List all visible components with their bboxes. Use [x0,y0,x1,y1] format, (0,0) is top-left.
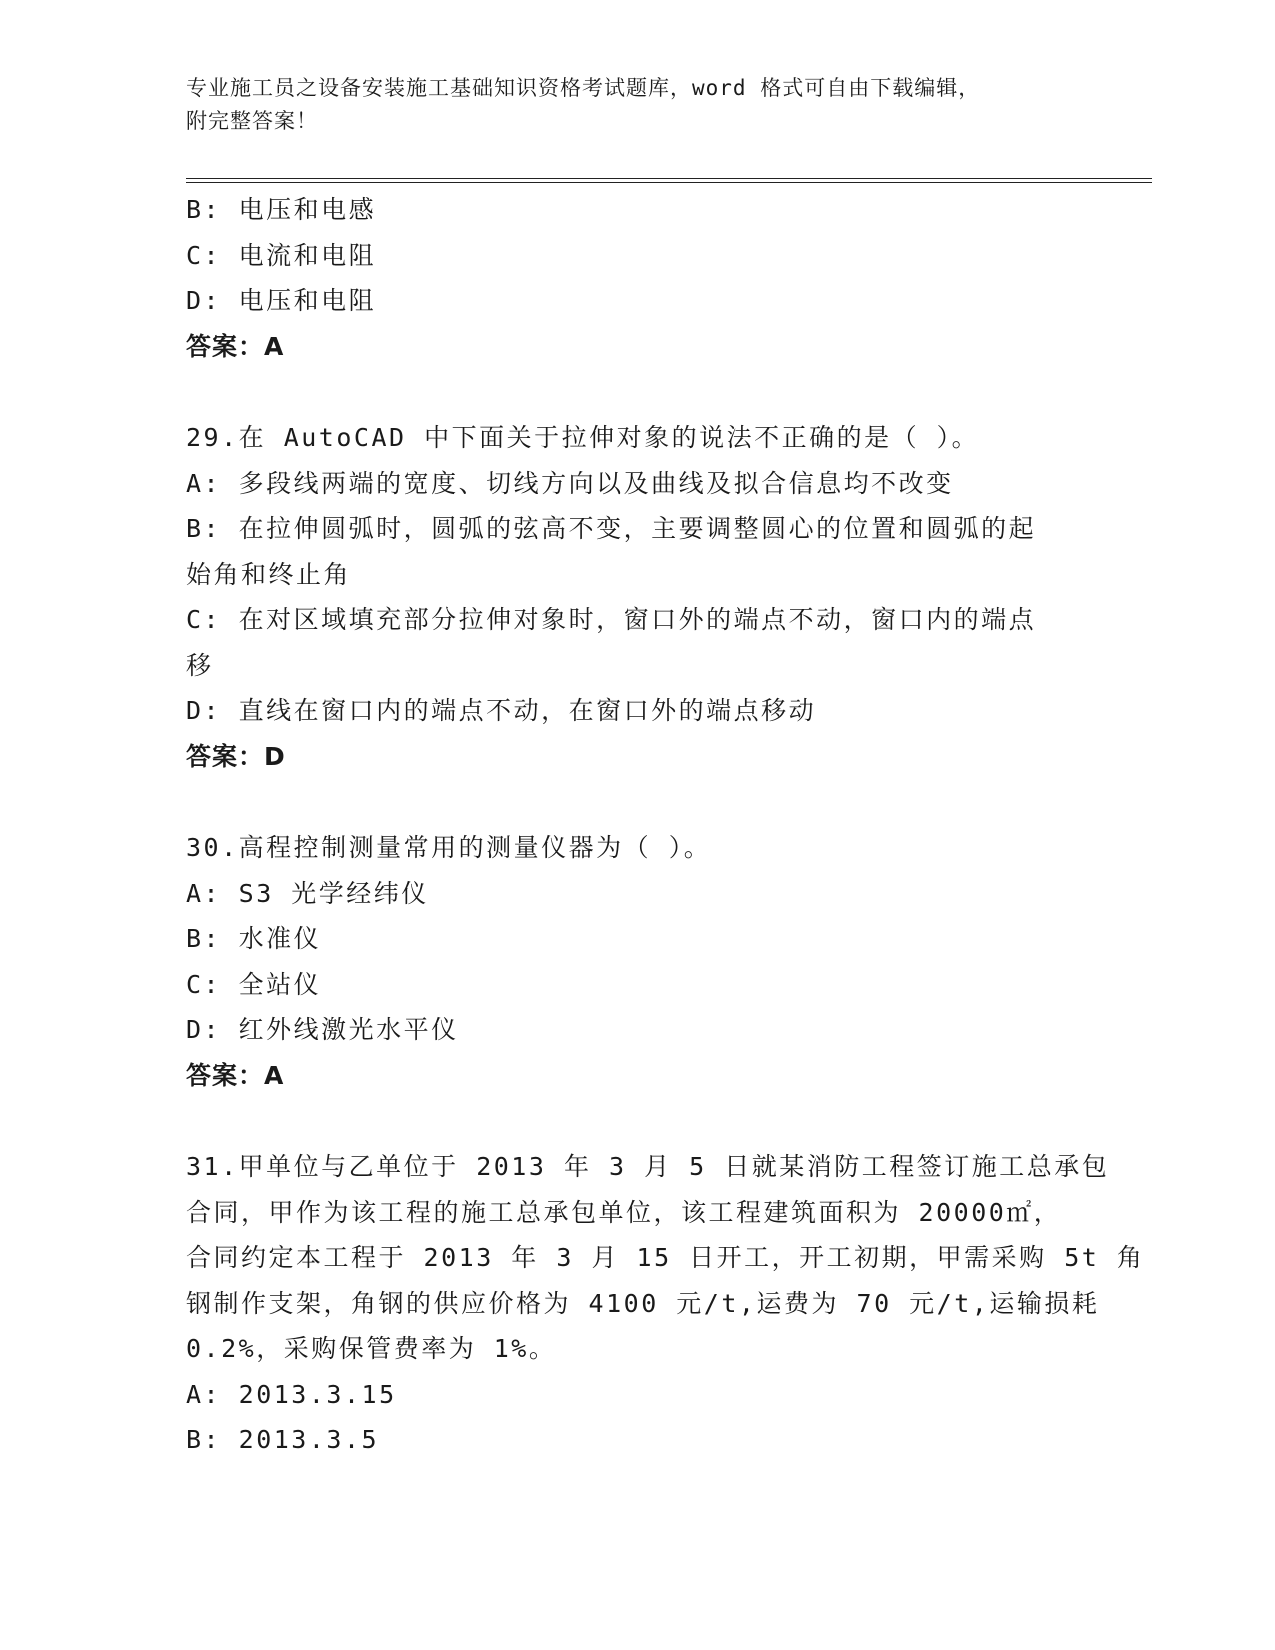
spacer [186,369,1086,415]
option-a: A: 2013.3.15 [186,1379,397,1409]
question-29 [186,415,1086,779]
option-b: B: 2013.3.5 [186,1425,380,1454]
question-stem-line: 合同，甲作为该工程的施工总承包单位，该工程建筑面积为 20000㎡， [186,1197,1062,1227]
question-title: 30.高程控制测量常用的测量仪器为（ ）。 [186,833,712,862]
option-b-continuation: 始角和终止角 [186,559,352,589]
question-list [186,187,1145,1463]
question-stem-line: 31.甲单位与乙单位于 2013 年 3 月 5 日就某消防工程签订施工总承包 [186,1152,1110,1181]
answer-line: 答案：A [186,1060,285,1090]
spacer [186,1098,1086,1144]
question-stem-line: 0.2%，采购保管费率为 1%。 [186,1334,557,1363]
header-divider-top [186,178,1152,179]
option-d: D: 直线在窗口内的端点不动，在窗口外的端点移动 [186,696,817,725]
option-a: A: S3 光学经纬仪 [186,878,429,908]
option-c: C: 在对区域填充部分拉伸对象时，窗口外的端点不动，窗口内的端点 [186,605,1037,634]
option-c-continuation: 移 [186,650,214,680]
question-stem-line: 钢制作支架，角钢的供应价格为 4100 元/t,运费为 70 元/t,运输损耗 [186,1288,1100,1318]
header-divider-bottom [186,182,1152,183]
option-d: D: 红外线激光水平仪 [186,1015,459,1044]
option-b: B: 在拉伸圆弧时，圆弧的弦高不变，主要调整圆心的位置和圆弧的起 [186,514,1037,543]
option-c: C: 全站仪 [186,969,322,999]
question-28-tail [186,187,1086,369]
question-31 [186,1144,1145,1463]
question-title: 29.在 AutoCAD 中下面关于拉伸对象的说法不正确的是（ ）。 [186,423,980,452]
question-stem-line: 合同约定本工程于 2013 年 3 月 15 日开工，开工初期，甲需采购 5t 角 [186,1243,1145,1272]
question-30 [186,825,1086,1098]
option-a: A: 多段线两端的宽度、切线方向以及曲线及拟合信息均不改变 [186,468,954,498]
answer-line: 答案：A [186,331,285,361]
option-c: C: 电流和电阻 [186,240,377,270]
document-header [186,72,1086,138]
spacer [186,779,1086,825]
option-b: B: 水准仪 [186,924,322,953]
header-line-2: 附完整答案！ [186,109,318,133]
answer-line: 答案：D [186,741,286,771]
option-b: B: 电压和电感 [186,195,377,224]
option-d: D: 电压和电阻 [186,286,377,315]
header-line-1: 专业施工员之设备安装施工基础知识资格考试题库，word 格式可自由下载编辑， [186,76,981,100]
